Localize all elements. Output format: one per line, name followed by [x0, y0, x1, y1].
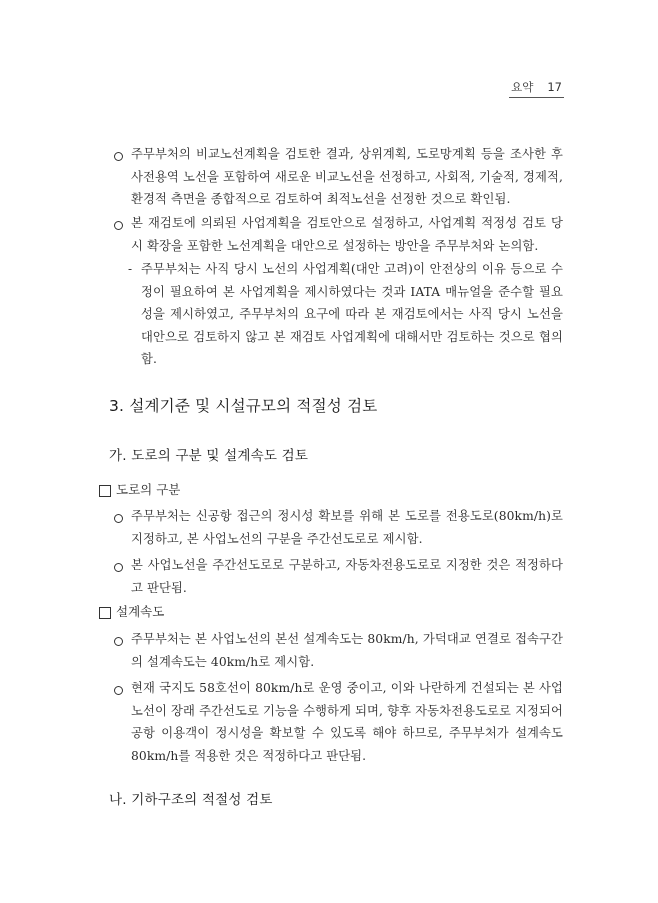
- checkbox-square-icon: [99, 607, 111, 619]
- subsection-heading-a: 가. 도로의 구분 및 설계속도 검토: [109, 448, 309, 464]
- block-label-design-speed: 설계속도: [116, 604, 165, 619]
- circle-bullet-icon: [114, 563, 123, 572]
- road-classification-item-1: 주무부처는 신공항 접근의 정시성 확보를 위해 본 도로를 전용도로(80km/h)로 지정하고, 본 사업노선의 구분을 주간선도로로 제시함.: [131, 509, 563, 546]
- header-page-number: 17: [547, 80, 562, 94]
- design-speed-item-1: 주무부처는 본 사업노선의 본선 설계속도는 80km/h, 가덕대교 연결로 접속구간의 설계속도는 40km/h로 제시함.: [131, 632, 563, 669]
- subsection-heading-b: 나. 기하구조의 적절성 검토: [109, 792, 273, 808]
- block-label-road-classification: 도로의 구분: [116, 482, 181, 497]
- design-speed-item-2: 현재 국지도 58호선이 80km/h로 운영 중이고, 이와 나란하게 건설되는 본 사업노선이 장래 주간선도로 기능을 수행하게 되며, 향후 자동차전용도로로 지정되어 공항 이용객이 정시성을 확보할 수 있도록 해야 하므로, 주무부처가 설계속도 80km/h를 적용한 것은 적정하다고 판단됨.: [131, 681, 563, 763]
- checkbox-square-icon: [99, 485, 111, 497]
- road-classification-item-2: 본 사업노선을 주간선도로로 구분하고, 자동차전용도로로 지정한 것은 적정하다고 판단됨.: [131, 558, 563, 595]
- summary-sub-item: 주무부처는 사직 당시 노선의 사업계획(대안 고려)이 안전상의 이유 등으로 수정이 필요하여 본 사업계획을 제시하였다는 것과 IATA 매뉴얼을 준수할 필요성을 제시하였고, 주무부처의 요구에 따라 본 재검토에서는 사직 당시 노선을 대안으로 검토하지 않고 본 재검토 사업계획에 대해서만 검토하는 것으로 협의함.: [141, 262, 563, 366]
- circle-bullet-icon: [114, 637, 123, 646]
- circle-bullet-icon: [114, 221, 123, 230]
- header-rule: [509, 97, 564, 98]
- summary-item-1: 주무부처의 비교노선계획을 검토한 결과, 상위계획, 도로망계획 등을 조사한 후 사전용역 노선을 포함하여 새로운 비교노선을 선정하고, 사회적, 기술적, 경제적, 환경적 측면을 종합적으로 검토하여 최적노선을 선정한 것으로 확인됨.: [131, 147, 563, 206]
- running-header: [511, 79, 562, 95]
- circle-bullet-icon: [114, 686, 123, 695]
- dash-marker-icon: -: [128, 262, 133, 276]
- circle-bullet-icon: [114, 152, 123, 161]
- circle-bullet-icon: [114, 514, 123, 523]
- summary-item-2: 본 재검토에 의뢰된 사업계획을 검토안으로 설정하고, 사업계획 적정성 검토 당시 확장을 포함한 노선계획을 대안으로 설정하는 방안을 주무부처와 논의함.: [131, 216, 563, 253]
- header-section: 요약: [511, 80, 534, 94]
- section-heading-3: 3. 설계기준 및 시설규모의 적절성 검토: [109, 397, 378, 415]
